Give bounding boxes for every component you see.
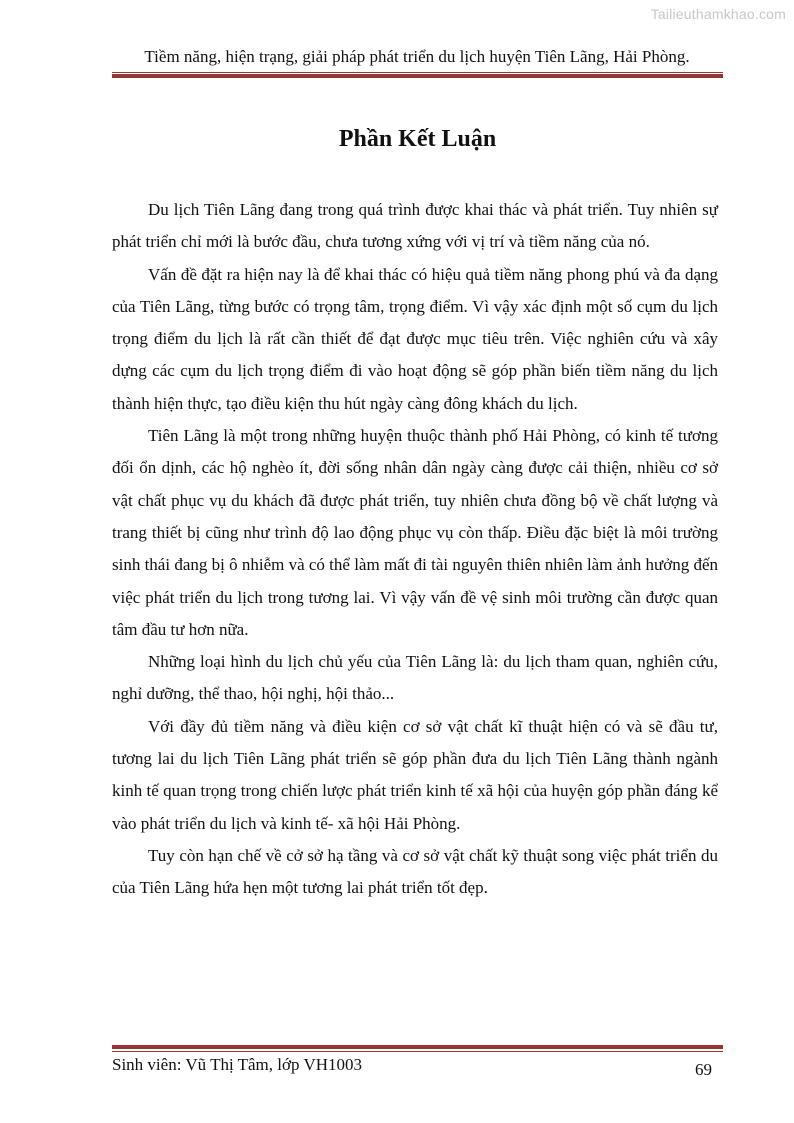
paragraph: Với đầy đủ tiềm năng và điều kiện cơ sở vật chất kĩ thuật hiện có và sẽ đầu tư, tương lai du lịch Tiên Lãng phát triển sẽ góp phần đưa du lịch Tiên Lãng thành ngành kinh tế quan trọng trong chiến lược phát triển kinh tế xã hội của huyện góp phần đáng kể vào phát triển du lịch và kinh tế- xã hội Hải Phòng. [112,716,718,833]
footer-author: Sinh viên: Vũ Thị Tâm, lớp VH1003 [112,1055,362,1074]
header-rule-thin [112,72,723,73]
footer-rule-thick [112,1045,723,1049]
header-rule-thick [112,74,723,78]
page-number: 69 [695,1060,712,1079]
paragraph: Du lịch Tiên Lãng đang trong quá trình được khai thác và phát triển. Tuy nhiên sự phát triển chỉ mới là bước đầu, chưa tương xứng với vị trí và tiềm năng của nó. [112,200,718,252]
paragraph: Vấn đề đặt ra hiện nay là để khai thác có hiệu quả tiềm năng phong phú và đa dạng của Tiên Lãng, từng bước có trọng tâm, trọng điểm. Vì vậy xác định một số cụm du lịch trọng điểm du lịch là rất cần thiết để đạt được mục tiêu trên. Việc nghiên cứu và xây dựng các cụm du lịch trọng điểm đi vào hoạt động sẽ góp phần biến tiềm năng du lịch thành hiện thực, tạo điều kiện thu hút ngày càng đông khách du lịch. [112,264,718,413]
paragraph: Tiên Lãng là một trong những huyện thuộc thành phố Hải Phòng, có kinh tế tương đối ổn dịnh, các hộ nghèo ít, đời sống nhân dân ngày càng được cải thiện, nhiều cơ sở vật chất phục vụ du khách đã được phát triển, tuy nhiên chưa đồng bộ về chất lượng và trang thiết bị cũng như trình độ lao động phục vụ còn thấp. Điều đặc biệt là môi trường sinh thái đang bị ô nhiễm và có thể làm mất đi tài nguyên thiên nhiên làm ảnh hưởng đến việc phát triển du lịch trong tương lai. Vì vậy vấn đề vệ sinh môi trường cần được quan tâm đầu tư hơn nữa. [112,426,718,639]
body-text [112,194,718,905]
paragraph: Những loại hình du lịch chủ yếu của Tiên Lãng là: du lịch tham quan, nghiên cứu, nghỉ dưỡng, thể thao, hội nghị, hội thảo... [112,652,718,704]
watermark-text: Tailieuthamkhao.com [650,6,786,22]
running-header: Tiềm năng, hiện trạng, giải pháp phát triển du lịch huyện Tiên Lãng, Hải Phòng. [144,47,690,66]
page-title: Phần Kết Luận [338,126,497,152]
footer-rule-thin [112,1051,723,1052]
paragraph: Tuy còn hạn chế về cở sở hạ tầng và cơ sở vật chất kỹ thuật song việc phát triển du của Tiên Lãng hứa hẹn một tương lai phát triển tốt đẹp. [112,845,718,898]
